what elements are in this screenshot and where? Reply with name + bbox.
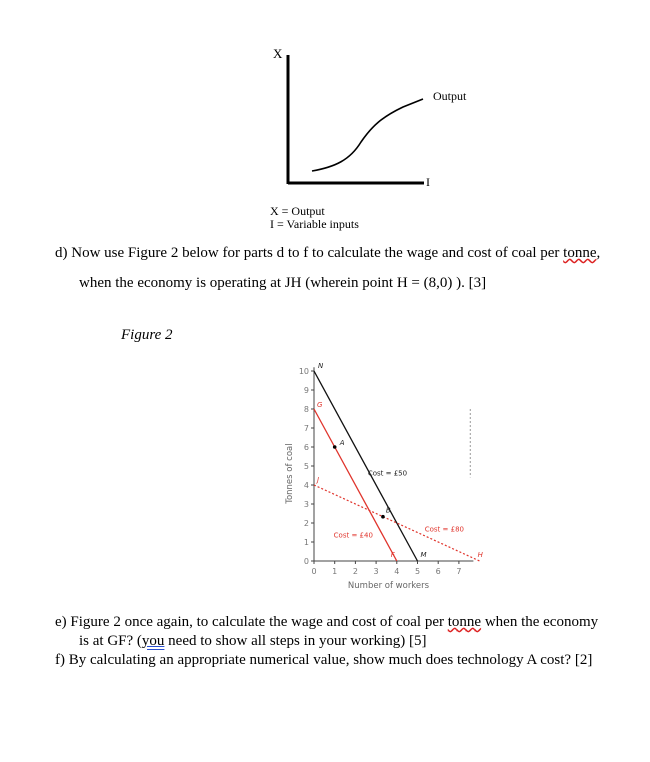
figure1-legend-x: X = Output (270, 204, 325, 218)
figure2-point-label-n: N (318, 362, 324, 370)
figure2-x-tick-label: 3 (373, 567, 379, 576)
figure2-point-label-b: B (385, 506, 391, 515)
question-e-word-tonne: tonne (447, 614, 482, 630)
figure2-y-tick-label: 1 (303, 538, 309, 547)
figure2-y-tick-label: 0 (303, 557, 309, 566)
figure2-label-cost-50: Cost = £50 (367, 469, 408, 478)
figure2-caption: Figure 2 (121, 327, 173, 343)
question-e-line2: is at GF? (you need to show all steps in your working) [5] (79, 633, 427, 649)
figure2-y-tick-label: 5 (303, 462, 309, 471)
question-e-word-you: you (141, 633, 165, 649)
figure2-label-cost-80: Cost = £80 (424, 525, 464, 534)
figure2-x-tick-label: 5 (414, 567, 421, 576)
figure2-y-tick-label: 9 (303, 386, 309, 395)
figure1-curve-label: Output (433, 89, 467, 103)
figure1-x-label: I (426, 175, 430, 189)
figure2-y-tick-label: 7 (303, 424, 309, 433)
figure2-x-axis-title: Number of workers (347, 581, 430, 591)
figure2-x-tick-label: 7 (456, 567, 462, 576)
figure2-x-tick-label: 4 (394, 567, 400, 576)
figure2-point-label-f: F (390, 551, 395, 559)
figure2-y-axis-title: Tonnes of coal (285, 443, 295, 504)
question-d-line2: when the economy is operating at JH (wherein point H = (8,0) ). [3] (79, 275, 487, 291)
figure2-y-tick-label: 6 (303, 443, 309, 452)
figure2-point-label-a: A (339, 439, 345, 447)
figure2-x-tick-label: 2 (352, 567, 358, 576)
figure2-point-label-h: H (477, 551, 483, 559)
figure2-point-label-g: G (317, 401, 323, 409)
figure2-point-a-dot (333, 445, 337, 449)
question-e-line1: e) Figure 2 once again, to calculate the wage and cost of coal per tonne when the economy (55, 614, 599, 630)
question-f: f) By calculating an appropriate numerical value, show much does technology A cost? [2] (55, 652, 593, 668)
figure2-x-tick-label: 6 (435, 567, 441, 576)
figure2-label-cost-40: Cost = £40 (333, 531, 373, 540)
figure2-y-tick-label: 10 (298, 367, 309, 376)
figure2-x-tick-label: 1 (332, 567, 338, 576)
question-d-word-tonne: tonne (563, 245, 597, 261)
figure2-x-tick-label: 0 (311, 567, 317, 576)
figure2-y-tick-label: 3 (303, 500, 309, 509)
figure2-y-tick-label: 2 (303, 519, 309, 528)
question-d-line1: d) Now use Figure 2 below for parts d to f to calculate the wage and cost of coal per tonne, (55, 245, 601, 261)
figure2-point-label-m: M (420, 551, 427, 559)
figure2-point-b-dot (381, 515, 385, 519)
figure1-y-label: X (273, 46, 283, 61)
figure2-y-tick-label: 8 (303, 405, 309, 414)
figure2-point-label-j: J (317, 476, 320, 484)
figure2-y-tick-label: 4 (303, 481, 309, 490)
figure1-legend-i: I = Variable inputs (270, 217, 359, 231)
